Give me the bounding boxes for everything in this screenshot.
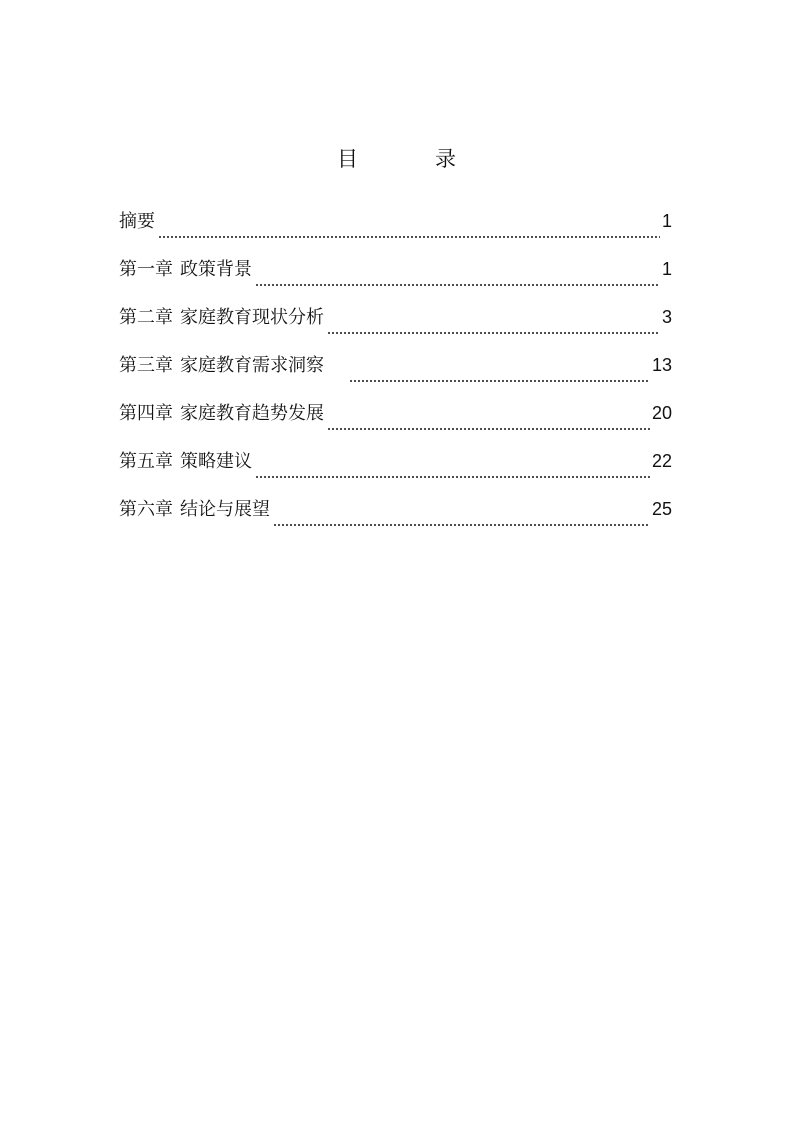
toc-entry-chapter-6[interactable]	[119, 494, 672, 542]
toc-page-number: 22	[651, 451, 672, 471]
toc-page-number: 13	[651, 355, 672, 375]
toc-entry-label	[119, 447, 252, 477]
dot-leader	[158, 236, 660, 238]
toc-page-number: 1	[661, 259, 672, 279]
toc-chapter-number: 第六章	[119, 499, 173, 520]
toc-title: 目 录	[337, 147, 484, 171]
toc-entry-chapter-3[interactable]	[119, 350, 672, 398]
toc-chapter-number: 第四章	[119, 403, 173, 424]
toc-entry-title: 结论与展望	[180, 499, 270, 520]
toc-entry-title: 策略建议	[180, 451, 252, 472]
toc-entry-label	[119, 255, 252, 285]
toc-entry-chapter-2[interactable]	[119, 302, 672, 350]
toc-entry-title: 摘要	[119, 211, 155, 232]
toc-chapter-number: 第一章	[119, 259, 173, 280]
toc-chapter-number: 第三章	[119, 355, 173, 376]
toc-entry-title: 家庭教育需求洞察	[180, 355, 324, 376]
dot-leader	[273, 524, 650, 526]
toc-entry-chapter-1[interactable]	[119, 254, 672, 302]
toc-chapter-number: 第二章	[119, 307, 173, 328]
toc-entry-label	[119, 303, 324, 333]
toc-entry-label	[119, 495, 270, 525]
dot-leader	[255, 476, 650, 478]
toc-page-number: 3	[661, 307, 672, 327]
toc-page-number: 25	[651, 499, 672, 519]
dot-leader	[327, 332, 660, 334]
toc-page-number: 1	[661, 211, 672, 231]
toc-entry-chapter-5[interactable]	[119, 446, 672, 494]
dot-leader	[349, 380, 650, 382]
toc-page-number: 20	[651, 403, 672, 423]
toc-entry-title: 政策背景	[180, 259, 252, 280]
toc-entry-label	[119, 351, 346, 381]
dot-leader	[255, 284, 660, 286]
toc-entry-title: 家庭教育趋势发展	[180, 403, 324, 424]
toc-chapter-number: 第五章	[119, 451, 173, 472]
dot-leader	[327, 428, 650, 430]
toc-entry-label	[119, 399, 324, 429]
toc-entry-title: 家庭教育现状分析	[180, 307, 324, 328]
toc-entry-label	[119, 207, 155, 237]
toc-entry-chapter-4[interactable]	[119, 398, 672, 446]
table-of-contents	[119, 206, 672, 542]
toc-entry-abstract[interactable]	[119, 206, 672, 254]
